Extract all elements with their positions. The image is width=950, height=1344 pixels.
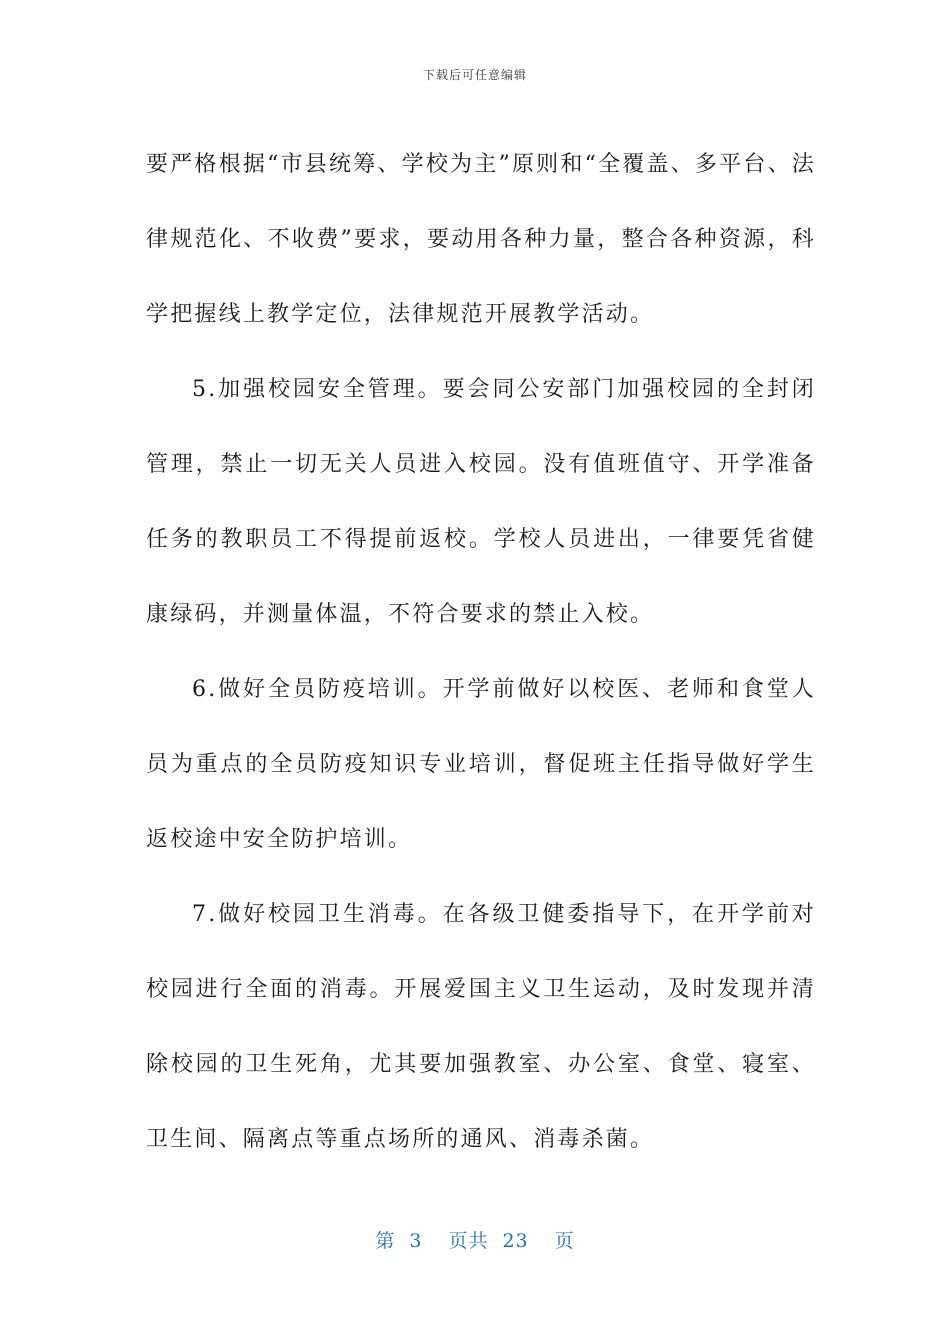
paragraph-item-6: 6.做好全员防疫培训。开学前做好以校医、老师和食堂人员为重点的全员防疫知识专业培训，督促班主任指导做好学生返校途中安全防护培训。 <box>146 677 816 852</box>
paragraph-continued: 要严格根据“市县统筹、学校为主”原则和“全覆盖、多平台、法律规范化、不收费”要求，要动用各种力量，整合各种资源，科学把握线上教学定位，法律规范开展教学活动。 <box>146 152 816 327</box>
footer-suffix: 页 <box>554 1230 575 1252</box>
header-note: 下载后可任意编辑 <box>422 68 527 82</box>
footer-total-pages: 23 <box>502 1230 529 1252</box>
paragraph-item-7: 7.做好校园卫生消毒。在各级卫健委指导下，在开学前对校园进行全面的消毒。开展爱国主义卫生运动，及时发现并清除校园的卫生死角，尤其要加强教室、办公室、食堂、寝室、卫生间、隔离点等重点场所的通风、消毒杀菌。 <box>146 902 816 1152</box>
footer-middle: 页共 <box>448 1230 489 1252</box>
page-footer <box>0 1226 950 1253</box>
document-body <box>146 127 816 1177</box>
footer-current-page: 3 <box>409 1230 423 1252</box>
paragraph-item-5: 5.加强校园安全管理。要会同公安部门加强校园的全封闭管理，禁止一切无关人员进入校园。没有值班值守、开学准备任务的教职员工不得提前返校。学校人员进出，一律要凭省健康绿码，并测量体温，不符合要求的禁止入校。 <box>146 377 816 627</box>
footer-prefix: 第 <box>375 1230 396 1252</box>
